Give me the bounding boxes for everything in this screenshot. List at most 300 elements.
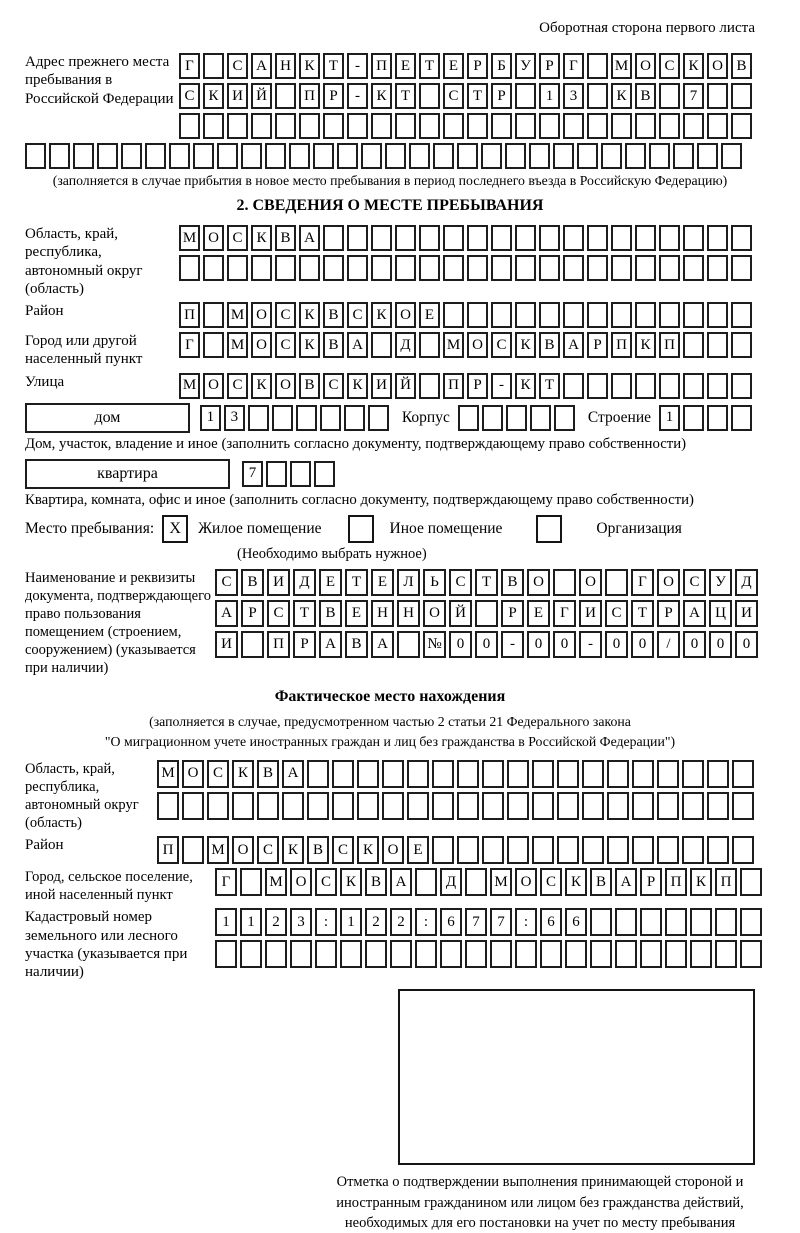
char-cell[interactable] — [491, 225, 512, 251]
char-cell[interactable]: 2 — [365, 908, 387, 936]
char-cell[interactable]: 0 — [553, 631, 576, 658]
char-cell[interactable] — [282, 792, 304, 820]
char-cell[interactable] — [440, 940, 462, 968]
char-cell[interactable]: Т — [395, 83, 416, 109]
char-cell[interactable]: П — [179, 302, 200, 328]
char-cell[interactable]: 1 — [340, 908, 362, 936]
char-cell[interactable] — [740, 868, 762, 896]
char-cell[interactable]: В — [539, 332, 560, 358]
char-cell[interactable]: В — [501, 569, 524, 596]
char-cell[interactable]: П — [611, 332, 632, 358]
char-cell[interactable] — [732, 760, 754, 788]
char-cell[interactable]: О — [635, 53, 656, 79]
char-cell[interactable]: Г — [179, 53, 200, 79]
char-cell[interactable] — [659, 113, 680, 139]
char-cell[interactable] — [482, 792, 504, 820]
char-cell[interactable]: А — [299, 225, 320, 251]
char-cell[interactable] — [707, 760, 729, 788]
char-cell[interactable] — [539, 302, 560, 328]
char-cell[interactable]: П — [267, 631, 290, 658]
char-cell[interactable] — [467, 302, 488, 328]
char-cell[interactable] — [590, 940, 612, 968]
char-cell[interactable] — [475, 600, 498, 627]
char-cell[interactable]: Л — [397, 569, 420, 596]
char-cell[interactable] — [554, 405, 575, 431]
char-cell[interactable] — [615, 940, 637, 968]
char-cell[interactable]: О — [275, 373, 296, 399]
char-cell[interactable] — [587, 113, 608, 139]
char-cell[interactable]: Т — [345, 569, 368, 596]
char-cell[interactable] — [371, 332, 392, 358]
dom-field-box[interactable]: дом — [25, 403, 190, 433]
char-cell[interactable]: Н — [371, 600, 394, 627]
char-cell[interactable]: О — [395, 302, 416, 328]
char-cell[interactable]: М — [611, 53, 632, 79]
char-cell[interactable] — [683, 373, 704, 399]
char-cell[interactable] — [632, 792, 654, 820]
char-cell[interactable]: 2 — [265, 908, 287, 936]
char-cell[interactable]: К — [232, 760, 254, 788]
char-cell[interactable]: Р — [491, 83, 512, 109]
char-cell[interactable]: К — [347, 373, 368, 399]
char-cell[interactable]: Д — [293, 569, 316, 596]
char-cell[interactable] — [635, 225, 656, 251]
char-cell[interactable] — [505, 143, 526, 169]
char-cell[interactable]: Р — [293, 631, 316, 658]
char-cell[interactable] — [395, 225, 416, 251]
char-cell[interactable] — [582, 760, 604, 788]
char-cell[interactable]: 3 — [563, 83, 584, 109]
char-cell[interactable]: В — [257, 760, 279, 788]
char-cell[interactable]: А — [615, 868, 637, 896]
char-cell[interactable] — [635, 302, 656, 328]
char-cell[interactable] — [395, 255, 416, 281]
char-cell[interactable] — [707, 836, 729, 864]
char-cell[interactable]: 1 — [659, 405, 680, 431]
char-cell[interactable] — [731, 332, 752, 358]
char-cell[interactable]: В — [731, 53, 752, 79]
char-cell[interactable]: Е — [407, 836, 429, 864]
char-cell[interactable] — [659, 373, 680, 399]
char-cell[interactable]: 7 — [490, 908, 512, 936]
char-cell[interactable]: Г — [553, 600, 576, 627]
char-cell[interactable] — [563, 302, 584, 328]
char-cell[interactable] — [241, 631, 264, 658]
char-cell[interactable]: Р — [539, 53, 560, 79]
char-cell[interactable] — [203, 113, 224, 139]
char-cell[interactable] — [582, 836, 604, 864]
char-cell[interactable] — [482, 405, 503, 431]
char-cell[interactable] — [419, 255, 440, 281]
char-cell[interactable] — [557, 792, 579, 820]
char-cell[interactable] — [515, 83, 536, 109]
char-cell[interactable] — [465, 940, 487, 968]
char-cell[interactable] — [289, 143, 310, 169]
char-cell[interactable]: Р — [467, 53, 488, 79]
char-cell[interactable] — [577, 143, 598, 169]
char-cell[interactable] — [649, 143, 670, 169]
char-cell[interactable] — [357, 760, 379, 788]
char-cell[interactable]: М — [227, 332, 248, 358]
char-cell[interactable]: Р — [323, 83, 344, 109]
char-cell[interactable]: 1 — [200, 405, 221, 431]
char-cell[interactable] — [611, 373, 632, 399]
char-cell[interactable] — [207, 792, 229, 820]
char-cell[interactable] — [506, 405, 527, 431]
char-cell[interactable] — [443, 225, 464, 251]
char-cell[interactable] — [415, 940, 437, 968]
char-cell[interactable]: К — [635, 332, 656, 358]
char-cell[interactable] — [433, 143, 454, 169]
char-cell[interactable]: К — [565, 868, 587, 896]
char-cell[interactable] — [683, 225, 704, 251]
char-cell[interactable]: М — [179, 225, 200, 251]
char-cell[interactable]: К — [515, 332, 536, 358]
char-cell[interactable] — [659, 83, 680, 109]
char-cell[interactable] — [347, 113, 368, 139]
char-cell[interactable]: М — [227, 302, 248, 328]
char-cell[interactable]: Е — [371, 569, 394, 596]
char-cell[interactable]: С — [275, 302, 296, 328]
char-cell[interactable]: С — [215, 569, 238, 596]
char-cell[interactable] — [371, 255, 392, 281]
char-cell[interactable]: С — [227, 53, 248, 79]
char-cell[interactable]: - — [579, 631, 602, 658]
char-cell[interactable] — [275, 113, 296, 139]
char-cell[interactable]: О — [232, 836, 254, 864]
char-cell[interactable]: Г — [179, 332, 200, 358]
char-cell[interactable] — [587, 255, 608, 281]
char-cell[interactable] — [240, 940, 262, 968]
char-cell[interactable] — [340, 940, 362, 968]
char-cell[interactable] — [607, 760, 629, 788]
char-cell[interactable]: В — [307, 836, 329, 864]
char-cell[interactable] — [587, 83, 608, 109]
char-cell[interactable] — [601, 143, 622, 169]
char-cell[interactable] — [635, 373, 656, 399]
char-cell[interactable] — [659, 225, 680, 251]
char-cell[interactable]: : — [515, 908, 537, 936]
char-cell[interactable]: Т — [539, 373, 560, 399]
char-cell[interactable] — [553, 143, 574, 169]
char-cell[interactable] — [539, 225, 560, 251]
char-cell[interactable] — [482, 836, 504, 864]
char-cell[interactable] — [458, 405, 479, 431]
char-cell[interactable] — [707, 405, 728, 431]
char-cell[interactable] — [467, 113, 488, 139]
checkbox-inoe[interactable] — [348, 515, 374, 543]
char-cell[interactable] — [382, 760, 404, 788]
char-cell[interactable]: И — [227, 83, 248, 109]
char-cell[interactable] — [515, 302, 536, 328]
char-cell[interactable] — [715, 940, 737, 968]
char-cell[interactable]: О — [467, 332, 488, 358]
char-cell[interactable]: Й — [251, 83, 272, 109]
char-cell[interactable]: Г — [631, 569, 654, 596]
char-cell[interactable]: М — [490, 868, 512, 896]
char-cell[interactable] — [530, 405, 551, 431]
char-cell[interactable] — [323, 225, 344, 251]
char-cell[interactable]: М — [443, 332, 464, 358]
char-cell[interactable]: Д — [440, 868, 462, 896]
char-cell[interactable] — [731, 255, 752, 281]
char-cell[interactable] — [432, 792, 454, 820]
char-cell[interactable] — [731, 225, 752, 251]
char-cell[interactable] — [272, 405, 293, 431]
char-cell[interactable]: О — [290, 868, 312, 896]
char-cell[interactable] — [121, 143, 142, 169]
char-cell[interactable] — [491, 255, 512, 281]
char-cell[interactable] — [482, 760, 504, 788]
char-cell[interactable]: Г — [215, 868, 237, 896]
char-cell[interactable]: 0 — [605, 631, 628, 658]
char-cell[interactable]: Т — [631, 600, 654, 627]
char-cell[interactable] — [251, 255, 272, 281]
char-cell[interactable]: О — [203, 225, 224, 251]
char-cell[interactable]: 7 — [242, 461, 263, 487]
char-cell[interactable] — [265, 940, 287, 968]
char-cell[interactable]: В — [275, 225, 296, 251]
char-cell[interactable] — [73, 143, 94, 169]
char-cell[interactable] — [690, 908, 712, 936]
char-cell[interactable]: В — [241, 569, 264, 596]
char-cell[interactable]: А — [347, 332, 368, 358]
char-cell[interactable] — [145, 143, 166, 169]
char-cell[interactable] — [443, 113, 464, 139]
char-cell[interactable] — [707, 83, 728, 109]
char-cell[interactable] — [443, 255, 464, 281]
char-cell[interactable]: П — [157, 836, 179, 864]
char-cell[interactable] — [296, 405, 317, 431]
char-cell[interactable] — [397, 631, 420, 658]
char-cell[interactable] — [611, 225, 632, 251]
char-cell[interactable]: О — [423, 600, 446, 627]
char-cell[interactable] — [275, 83, 296, 109]
char-cell[interactable]: Е — [527, 600, 550, 627]
char-cell[interactable]: А — [319, 631, 342, 658]
char-cell[interactable]: Ь — [423, 569, 446, 596]
char-cell[interactable]: 1 — [240, 908, 262, 936]
char-cell[interactable] — [721, 143, 742, 169]
char-cell[interactable]: С — [540, 868, 562, 896]
char-cell[interactable] — [432, 836, 454, 864]
char-cell[interactable] — [313, 143, 334, 169]
char-cell[interactable]: С — [605, 600, 628, 627]
char-cell[interactable]: О — [707, 53, 728, 79]
char-cell[interactable] — [732, 836, 754, 864]
char-cell[interactable] — [407, 792, 429, 820]
char-cell[interactable] — [553, 569, 576, 596]
char-cell[interactable] — [590, 908, 612, 936]
char-cell[interactable] — [707, 332, 728, 358]
char-cell[interactable] — [215, 940, 237, 968]
char-cell[interactable] — [683, 255, 704, 281]
char-cell[interactable]: О — [657, 569, 680, 596]
char-cell[interactable]: / — [657, 631, 680, 658]
char-cell[interactable] — [532, 760, 554, 788]
char-cell[interactable] — [515, 940, 537, 968]
char-cell[interactable] — [419, 113, 440, 139]
char-cell[interactable] — [515, 225, 536, 251]
char-cell[interactable] — [203, 255, 224, 281]
char-cell[interactable] — [182, 836, 204, 864]
char-cell[interactable] — [323, 255, 344, 281]
char-cell[interactable]: 0 — [735, 631, 758, 658]
char-cell[interactable] — [732, 792, 754, 820]
char-cell[interactable]: Е — [419, 302, 440, 328]
char-cell[interactable] — [323, 113, 344, 139]
char-cell[interactable] — [557, 760, 579, 788]
char-cell[interactable] — [347, 225, 368, 251]
char-cell[interactable]: К — [611, 83, 632, 109]
char-cell[interactable] — [731, 405, 752, 431]
char-cell[interactable]: К — [251, 225, 272, 251]
char-cell[interactable]: К — [203, 83, 224, 109]
char-cell[interactable]: С — [275, 332, 296, 358]
checkbox-zhiloe[interactable]: X — [162, 515, 188, 543]
char-cell[interactable]: 6 — [540, 908, 562, 936]
char-cell[interactable] — [565, 940, 587, 968]
char-cell[interactable] — [365, 940, 387, 968]
char-cell[interactable] — [507, 836, 529, 864]
char-cell[interactable] — [382, 792, 404, 820]
char-cell[interactable] — [332, 792, 354, 820]
char-cell[interactable]: С — [332, 836, 354, 864]
char-cell[interactable] — [266, 461, 287, 487]
char-cell[interactable]: В — [590, 868, 612, 896]
char-cell[interactable] — [193, 143, 214, 169]
char-cell[interactable] — [157, 792, 179, 820]
char-cell[interactable] — [707, 792, 729, 820]
char-cell[interactable] — [457, 792, 479, 820]
char-cell[interactable] — [357, 792, 379, 820]
char-cell[interactable] — [299, 255, 320, 281]
char-cell[interactable]: О — [203, 373, 224, 399]
char-cell[interactable]: Е — [319, 569, 342, 596]
char-cell[interactable]: С — [449, 569, 472, 596]
char-cell[interactable]: С — [227, 373, 248, 399]
char-cell[interactable] — [179, 113, 200, 139]
char-cell[interactable]: М — [179, 373, 200, 399]
char-cell[interactable] — [432, 760, 454, 788]
char-cell[interactable] — [307, 760, 329, 788]
char-cell[interactable]: 3 — [224, 405, 245, 431]
char-cell[interactable]: Р — [241, 600, 264, 627]
char-cell[interactable]: К — [299, 332, 320, 358]
char-cell[interactable]: 3 — [290, 908, 312, 936]
char-cell[interactable]: К — [282, 836, 304, 864]
char-cell[interactable] — [395, 113, 416, 139]
char-cell[interactable] — [203, 332, 224, 358]
char-cell[interactable] — [337, 143, 358, 169]
char-cell[interactable] — [587, 225, 608, 251]
char-cell[interactable]: В — [323, 302, 344, 328]
char-cell[interactable]: П — [659, 332, 680, 358]
char-cell[interactable]: Р — [501, 600, 524, 627]
char-cell[interactable] — [290, 940, 312, 968]
char-cell[interactable]: 7 — [683, 83, 704, 109]
char-cell[interactable]: О — [251, 302, 272, 328]
char-cell[interactable]: 1 — [215, 908, 237, 936]
char-cell[interactable]: : — [315, 908, 337, 936]
char-cell[interactable] — [683, 405, 704, 431]
char-cell[interactable]: 0 — [631, 631, 654, 658]
char-cell[interactable]: О — [251, 332, 272, 358]
char-cell[interactable]: У — [515, 53, 536, 79]
char-cell[interactable]: К — [371, 302, 392, 328]
char-cell[interactable]: К — [251, 373, 272, 399]
char-cell[interactable] — [682, 760, 704, 788]
char-cell[interactable] — [673, 143, 694, 169]
char-cell[interactable] — [385, 143, 406, 169]
char-cell[interactable] — [490, 940, 512, 968]
char-cell[interactable]: К — [299, 302, 320, 328]
char-cell[interactable] — [390, 940, 412, 968]
char-cell[interactable] — [97, 143, 118, 169]
char-cell[interactable] — [307, 792, 329, 820]
char-cell[interactable]: Р — [640, 868, 662, 896]
char-cell[interactable]: А — [563, 332, 584, 358]
char-cell[interactable]: А — [683, 600, 706, 627]
char-cell[interactable]: Т — [419, 53, 440, 79]
char-cell[interactable] — [731, 113, 752, 139]
char-cell[interactable]: - — [347, 83, 368, 109]
char-cell[interactable] — [409, 143, 430, 169]
char-cell[interactable] — [251, 113, 272, 139]
char-cell[interactable] — [290, 461, 311, 487]
char-cell[interactable] — [563, 113, 584, 139]
char-cell[interactable] — [457, 760, 479, 788]
char-cell[interactable] — [371, 225, 392, 251]
char-cell[interactable] — [532, 792, 554, 820]
char-cell[interactable]: С — [227, 225, 248, 251]
char-cell[interactable] — [529, 143, 550, 169]
char-cell[interactable] — [607, 792, 629, 820]
char-cell[interactable]: К — [299, 53, 320, 79]
char-cell[interactable] — [665, 940, 687, 968]
char-cell[interactable] — [248, 405, 269, 431]
char-cell[interactable]: С — [347, 302, 368, 328]
char-cell[interactable]: 2 — [390, 908, 412, 936]
char-cell[interactable] — [515, 113, 536, 139]
char-cell[interactable]: О — [515, 868, 537, 896]
char-cell[interactable] — [368, 405, 389, 431]
char-cell[interactable]: Й — [449, 600, 472, 627]
char-cell[interactable] — [515, 255, 536, 281]
char-cell[interactable] — [697, 143, 718, 169]
char-cell[interactable] — [587, 53, 608, 79]
char-cell[interactable] — [415, 868, 437, 896]
char-cell[interactable]: С — [683, 569, 706, 596]
char-cell[interactable] — [257, 792, 279, 820]
char-cell[interactable] — [467, 255, 488, 281]
char-cell[interactable]: П — [371, 53, 392, 79]
char-cell[interactable] — [563, 225, 584, 251]
char-cell[interactable] — [443, 302, 464, 328]
char-cell[interactable] — [731, 83, 752, 109]
char-cell[interactable]: С — [323, 373, 344, 399]
char-cell[interactable]: О — [182, 760, 204, 788]
char-cell[interactable]: П — [443, 373, 464, 399]
char-cell[interactable]: Т — [467, 83, 488, 109]
char-cell[interactable]: 6 — [440, 908, 462, 936]
char-cell[interactable]: № — [423, 631, 446, 658]
char-cell[interactable] — [507, 792, 529, 820]
char-cell[interactable]: А — [282, 760, 304, 788]
char-cell[interactable]: П — [715, 868, 737, 896]
char-cell[interactable]: 6 — [565, 908, 587, 936]
char-cell[interactable] — [507, 760, 529, 788]
